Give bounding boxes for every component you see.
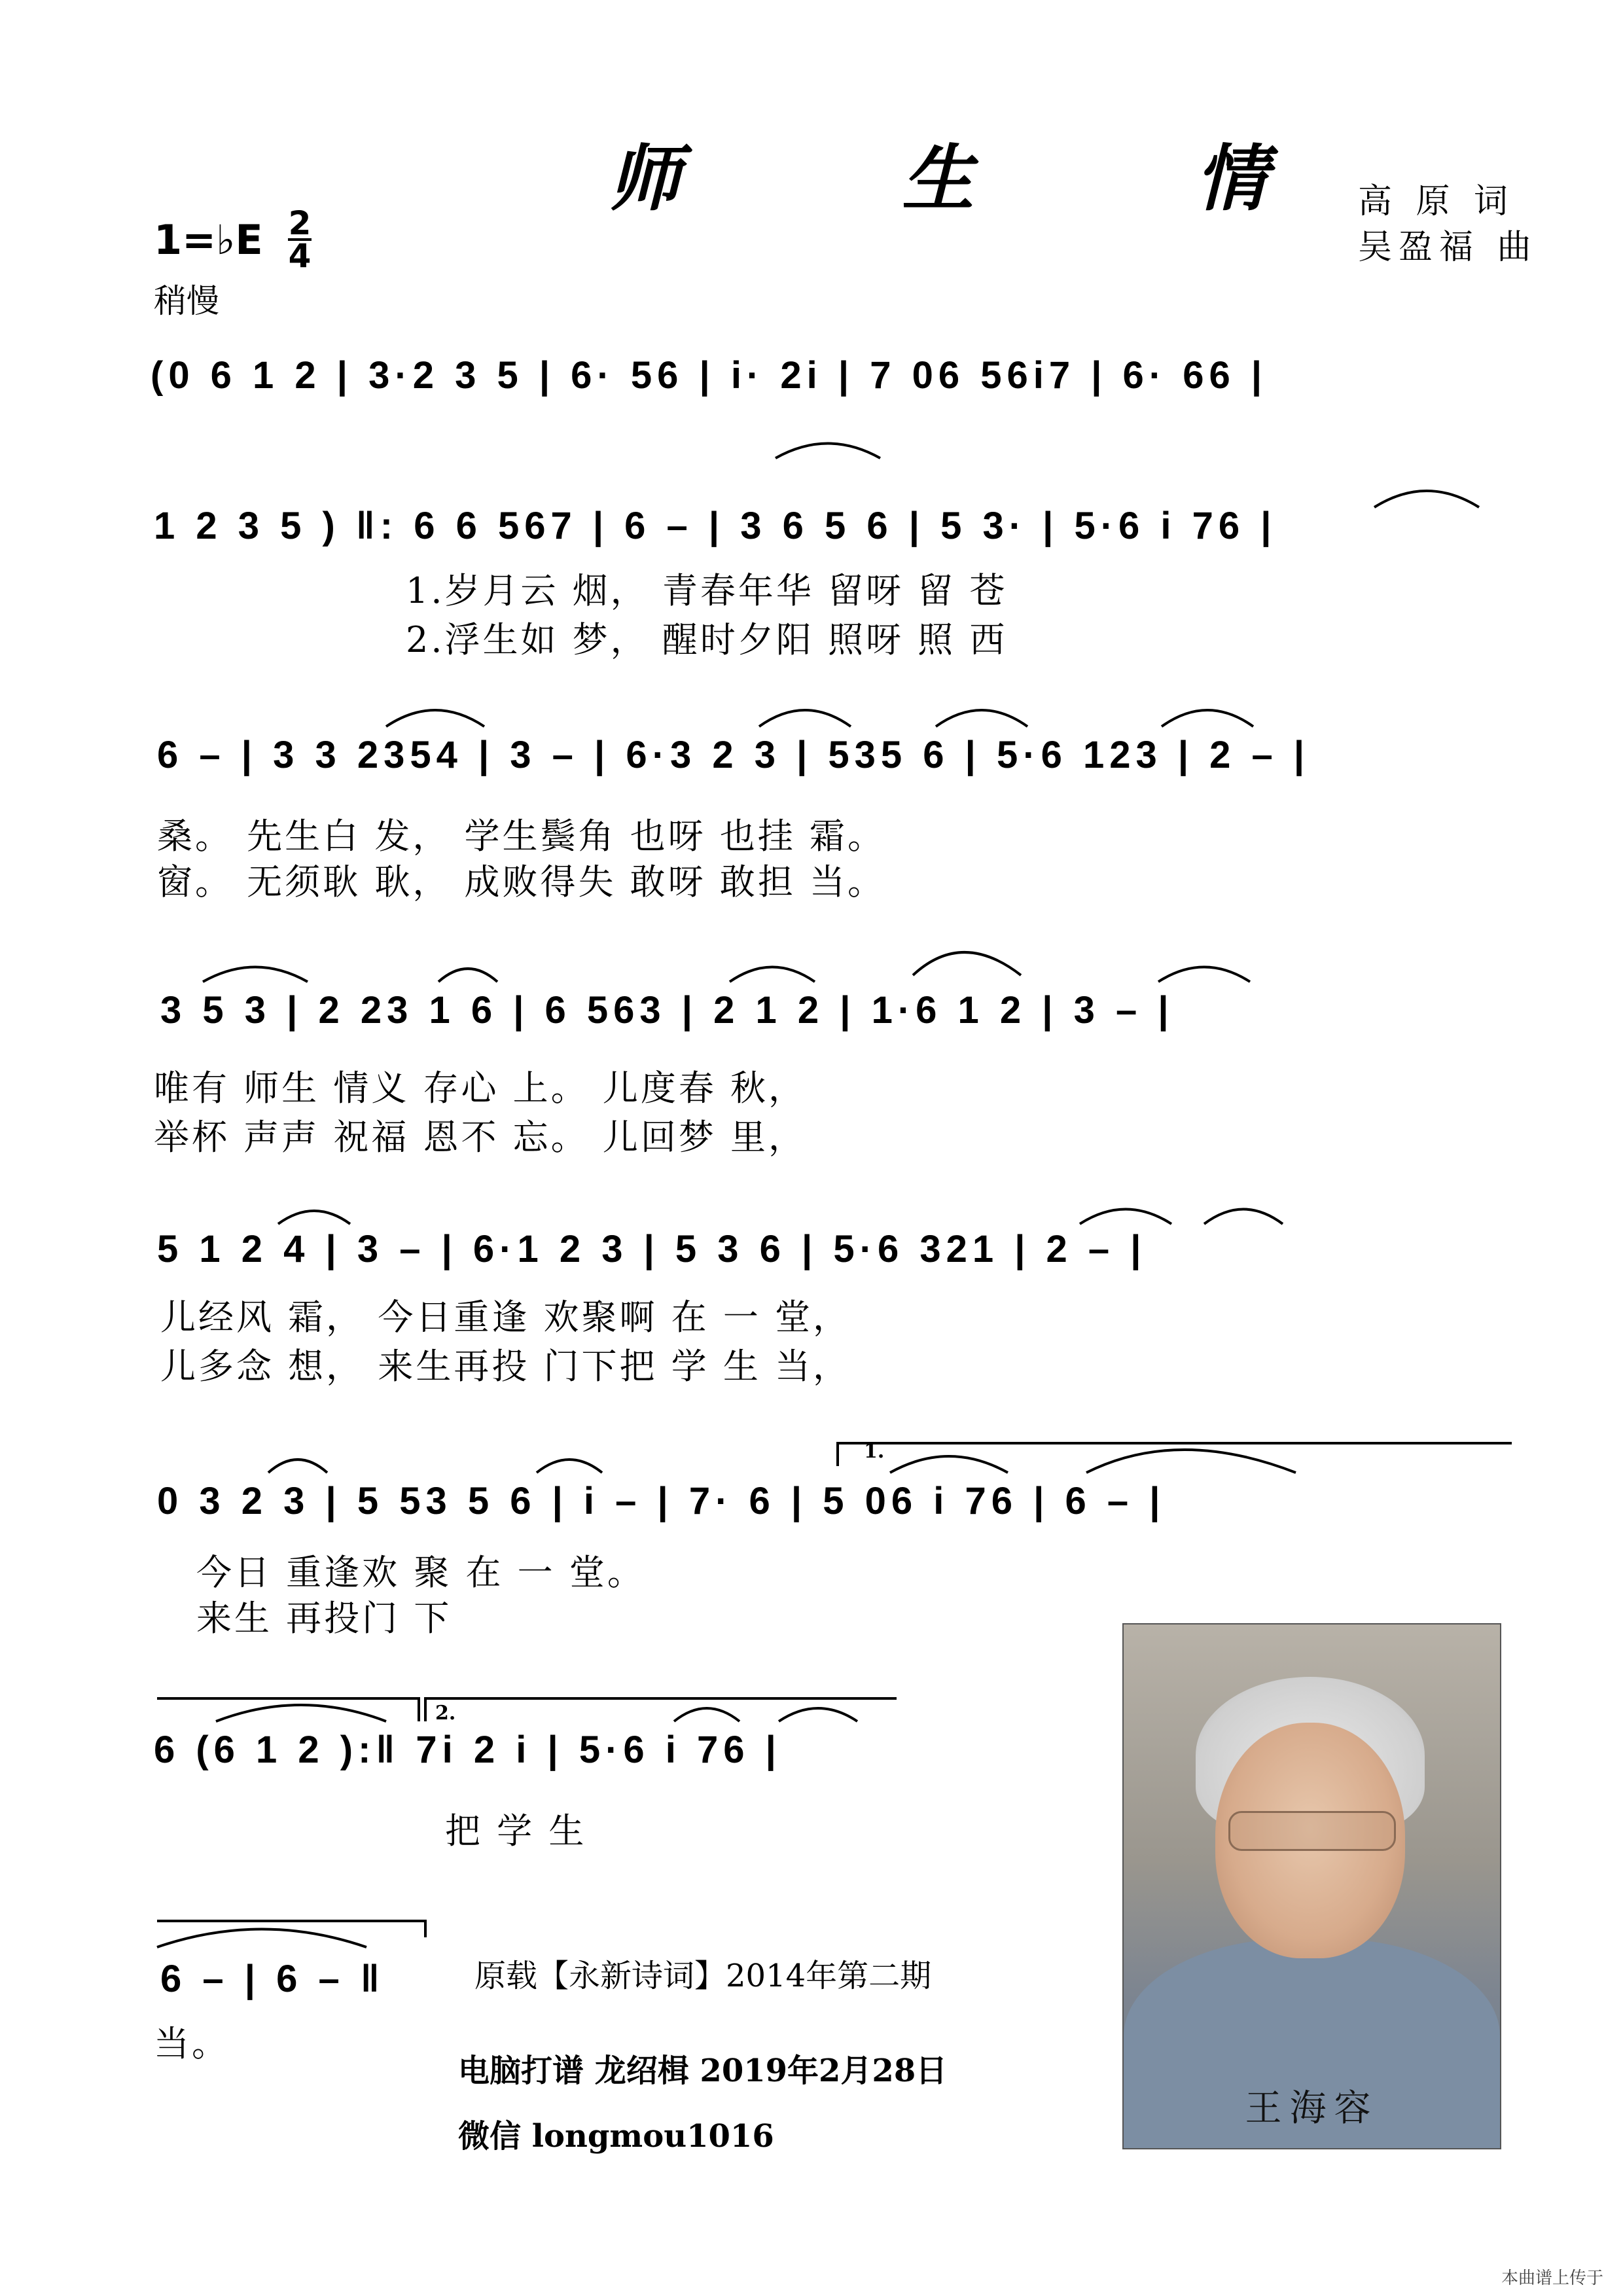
staff-line-3: 6 – | 3 3 2354 | 3 – | 6·3 2 3 | 535 6 | 5·6 123 | 2 – | <box>157 734 1310 776</box>
staff-line-2: 1 2 3 5 ) ‖: 6 6 567 | 6 – | 3 6 5 6 | 5 3· | 5·6 i 76 | <box>154 505 1277 547</box>
portrait-photo <box>1122 1623 1501 2149</box>
source-note: 原载【永新诗词】2014年第二期 <box>474 1958 932 1994</box>
lyricist-credit: 高 原 词 <box>1358 182 1515 221</box>
staff-line-1: (0 6 1 2 | 3·2 3 5 | 6· 56 | i· 2i | 7 06 56i7 | 6· 66 | <box>151 354 1268 397</box>
photo-glasses <box>1228 1811 1396 1851</box>
wechat-contact: 微信 longmou1016 <box>458 2118 774 2155</box>
lyrics-line-8a: 当。 <box>154 2023 230 2064</box>
lyrics-line-6b: 来生 再投门 下 <box>196 1598 452 1639</box>
lyrics-line-5a: 儿经风 霜， 今日重逢 欢聚啊 在 一 堂， <box>160 1297 851 1338</box>
staff-line-6: 0 3 2 3 | 5 53 5 6 | i – | 7· 6 | 5 06 i 76 | 6 – | <box>157 1480 1166 1522</box>
photo-caption: 王海容 <box>1245 2087 1379 2130</box>
lyrics-line-4a: 唯有 师生 情义 存心 上。 儿度春 秋， <box>154 1067 806 1109</box>
staff-line-4: 3 5 3 | 2 23 1 6 | 6 563 | 2 1 2 | 1·6 1 2 | 3 – | <box>160 989 1174 1031</box>
key-signature-text: 1=♭E <box>154 216 263 264</box>
time-signature-top: 2 <box>288 204 312 242</box>
lyrics-line-7a: 把 学 生 <box>445 1810 587 1852</box>
lyrics-line-3a: 桑。 先生白 发， 学生鬓角 也呀 也挂 霜。 <box>157 816 885 857</box>
lyrics-line-4b: 举杯 声声 祝福 恩不 忘。 儿回梦 里， <box>154 1117 806 1158</box>
lyrics-line-5b: 儿多念 想， 来生再投 门下把 学 生 当， <box>160 1346 851 1387</box>
staff-line-7: 6 (6 1 2 ):‖ 7i 2 i | 5·6 i 76 | <box>154 1729 781 1771</box>
site-watermark: 本曲谱上传于 <box>1501 2269 1603 2288</box>
volta-1-label: 1. <box>864 1440 885 1463</box>
lyrics-line-2b: 2.浮生如 梦， 醒时夕阳 照呀 照 西 <box>406 619 1008 660</box>
composer-credit: 吴盈福 曲 <box>1358 228 1538 267</box>
lyrics-line-2a: 1.岁月云 烟， 青春年华 留呀 留 苍 <box>406 570 1008 611</box>
staff-line-8: 6 – | 6 – ‖ <box>160 1958 385 2000</box>
staff-line-5: 5 1 2 4 | 3 – | 6·1 2 3 | 5 3 6 | 5·6 321 | 2 – | <box>157 1228 1147 1270</box>
lyrics-line-6a: 今日 重逢欢 聚 在 一 堂。 <box>196 1552 645 1593</box>
page-title: 师 生 情 <box>609 136 1366 221</box>
engraver-credit: 电脑打谱 龙绍楫 2019年2月28日 <box>458 2053 948 2089</box>
time-signature-bottom: 4 <box>288 237 312 275</box>
volta-2-label: 2. <box>435 1702 456 1725</box>
lyrics-line-3b: 窗。 无须耿 耿， 成败得失 敢呀 敢担 当。 <box>157 861 885 903</box>
tempo-marking: 稍慢 <box>154 282 219 320</box>
